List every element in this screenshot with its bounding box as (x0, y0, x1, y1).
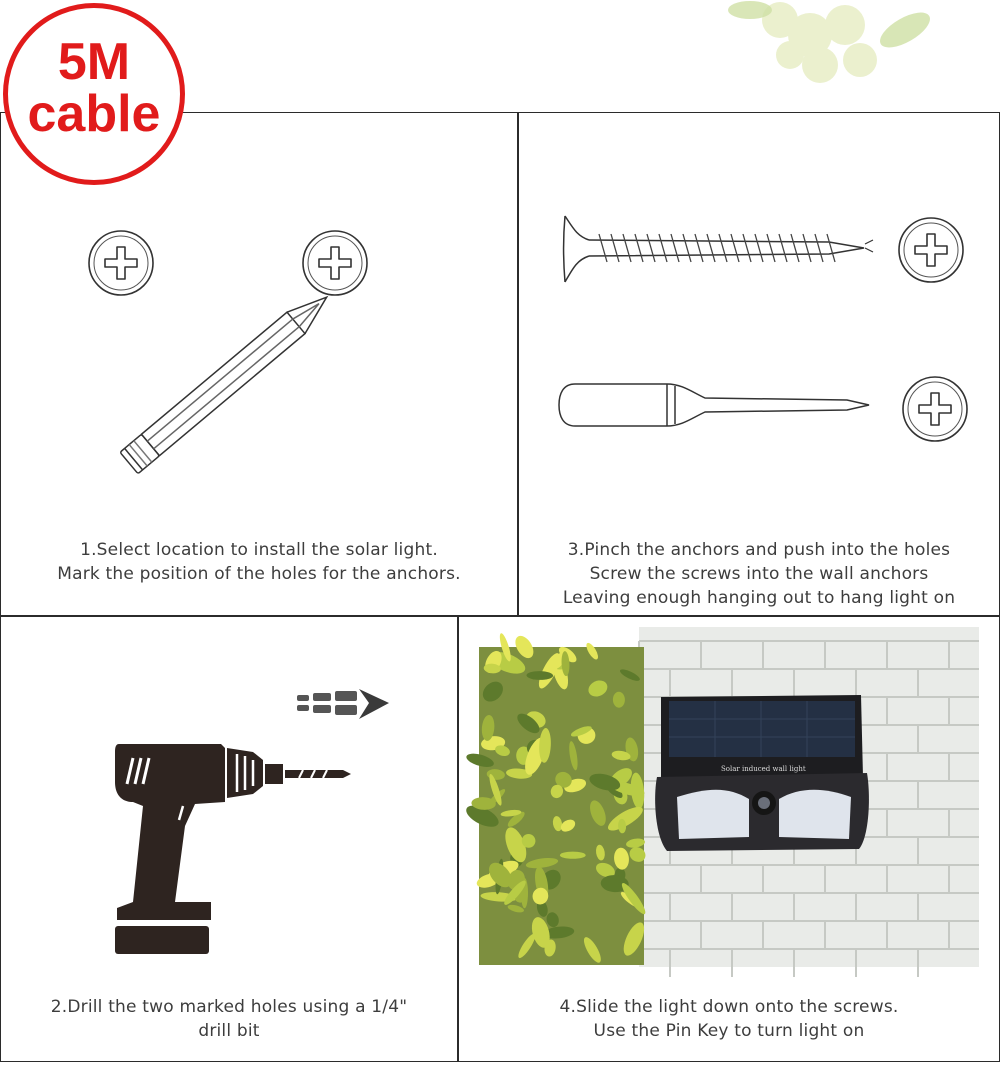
flower-decoration (720, 0, 950, 95)
step-4-panel (458, 616, 1000, 1062)
caption-line: Screw the screws into the wall anchors (589, 564, 929, 584)
caption-line: 2.Drill the two marked holes using a 1/4" (50, 997, 408, 1017)
caption-line: Mark the position of the holes for the anchors. (57, 564, 461, 584)
step-1-caption (1, 538, 517, 586)
step-4-caption (459, 995, 999, 1043)
screwdriver-icon (557, 378, 877, 433)
step-3-panel (518, 112, 1000, 616)
screw-icon (559, 208, 879, 288)
step-1-panel (0, 112, 518, 616)
screw-head-icon (301, 229, 369, 297)
caption-line: Use the Pin Key to turn light on (593, 1021, 865, 1041)
screw-head-icon (897, 216, 965, 284)
step-3-caption (519, 538, 999, 610)
arrow-right-icon (297, 683, 392, 725)
cable-length-badge (3, 3, 185, 185)
screw-head-icon (901, 375, 969, 443)
pencil-icon (101, 298, 341, 493)
caption-line: Leaving enough hanging out to hang light on (562, 588, 956, 608)
installed-light-photo (479, 627, 979, 967)
drill-icon (113, 742, 353, 957)
caption-line: drill bit (198, 1021, 260, 1041)
step-2-caption (1, 995, 457, 1043)
product-label: Solar induced wall light (721, 765, 806, 773)
badge-line-2: cable (27, 85, 161, 143)
screw-head-icon (87, 229, 155, 297)
caption-line: 1.Select location to install the solar light. (80, 540, 438, 560)
caption-line: 3.Pinch the anchors and push into the holes (567, 540, 951, 560)
badge-line-1: 5M (57, 33, 131, 91)
step-2-panel (0, 616, 458, 1062)
caption-line: 4.Slide the light down onto the screws. (559, 997, 899, 1017)
